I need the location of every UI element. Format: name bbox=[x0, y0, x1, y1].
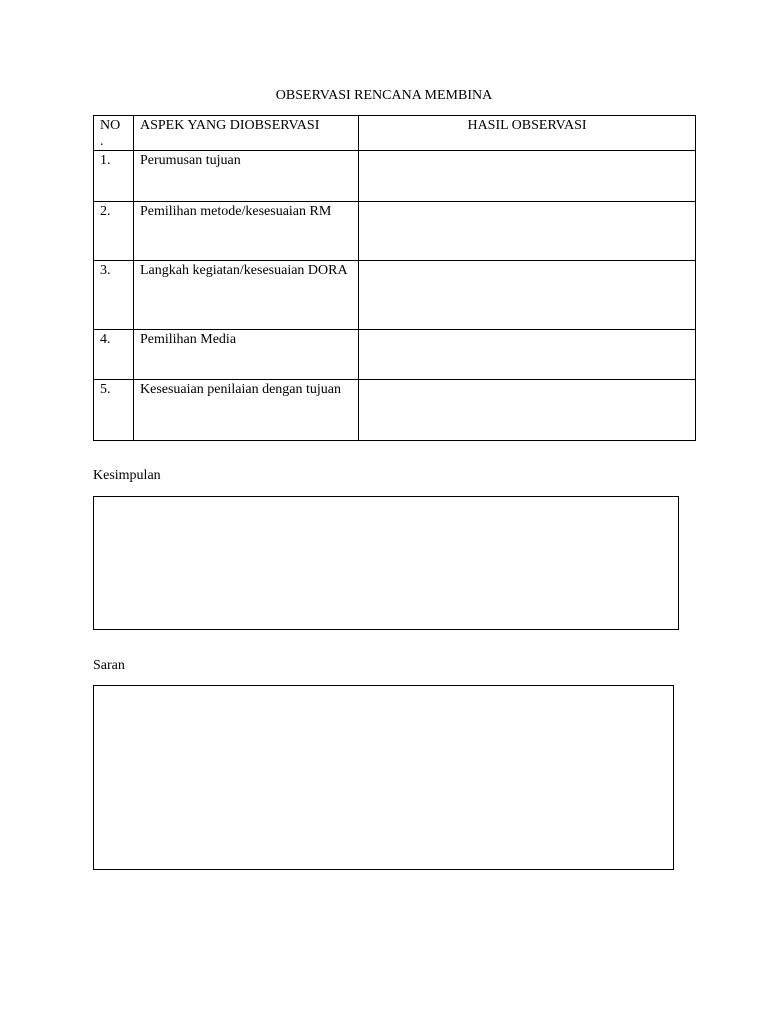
row-aspek: Langkah kegiatan/kesesuaian DORA bbox=[134, 261, 359, 330]
table-row bbox=[94, 380, 696, 441]
row-no: 3. bbox=[94, 261, 134, 330]
row-hasil-cell[interactable] bbox=[359, 330, 696, 380]
page-title: OBSERVASI RENCANA MEMBINA bbox=[275, 88, 493, 103]
row-no: 4. bbox=[94, 330, 134, 380]
row-no: 5. bbox=[94, 380, 134, 441]
table-header-row bbox=[94, 116, 696, 151]
row-hasil-cell[interactable] bbox=[359, 261, 696, 330]
row-aspek: Kesesuaian penilaian dengan tujuan bbox=[134, 380, 359, 441]
saran-label: Saran bbox=[93, 658, 125, 673]
row-aspek: Pemilihan Media bbox=[134, 330, 359, 380]
table-row bbox=[94, 330, 696, 380]
row-no: 2. bbox=[94, 202, 134, 261]
table-row bbox=[94, 261, 696, 330]
saran-box[interactable] bbox=[93, 685, 674, 870]
row-hasil-cell[interactable] bbox=[359, 380, 696, 441]
row-hasil-cell[interactable] bbox=[359, 202, 696, 261]
table-row bbox=[94, 202, 696, 261]
row-hasil-cell[interactable] bbox=[359, 151, 696, 202]
kesimpulan-box[interactable] bbox=[93, 496, 679, 630]
row-aspek: Perumusan tujuan bbox=[134, 151, 359, 202]
header-hasil: HASIL OBSERVASI bbox=[359, 116, 696, 151]
row-aspek: Pemilihan metode/kesesuaian RM bbox=[134, 202, 359, 261]
header-aspek: ASPEK YANG DIOBSERVASI bbox=[134, 116, 359, 151]
row-no: 1. bbox=[94, 151, 134, 202]
header-no: NO . bbox=[94, 116, 134, 151]
kesimpulan-label: Kesimpulan bbox=[93, 468, 161, 483]
table-row bbox=[94, 151, 696, 202]
observation-table bbox=[93, 115, 696, 441]
